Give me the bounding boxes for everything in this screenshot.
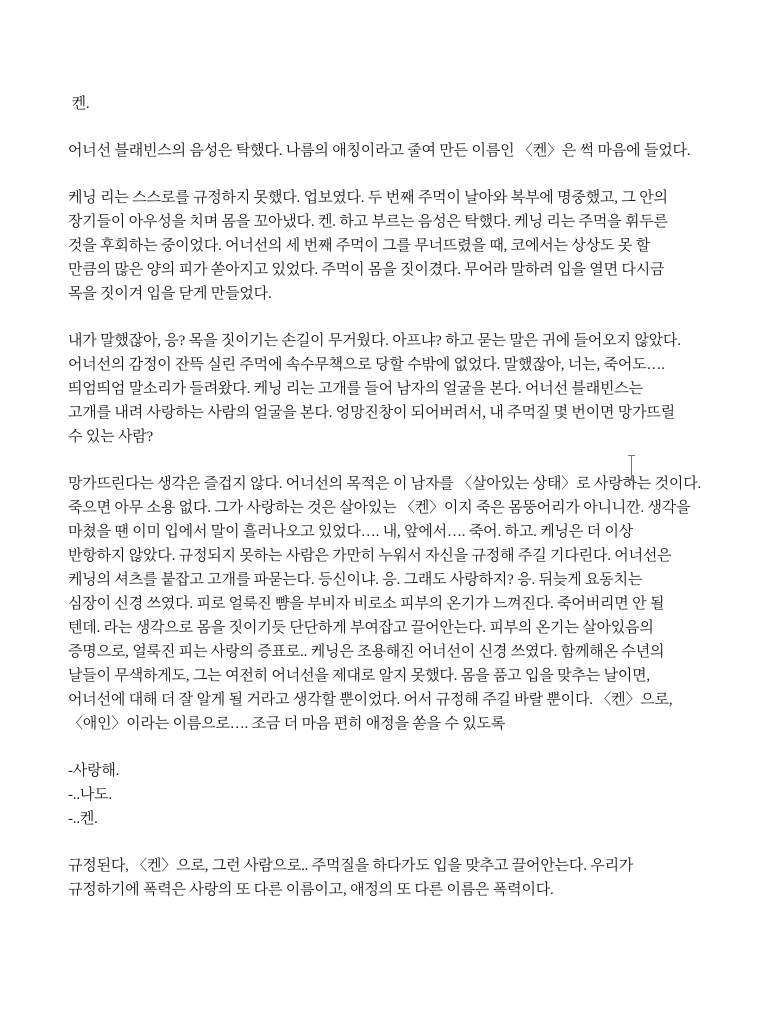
text-line: 수 있는 사람? [68, 429, 154, 445]
dialogue-block [68, 759, 706, 831]
text-line: 만큼의 많은 양의 피가 쏟아지고 있었다. 주먹이 몸을 짓이겼다. 무어라 말하려 입을 열면 다시금 [68, 262, 665, 278]
text-line: 반항하지 않았다. 규정되지 못하는 사람은 가만히 누워서 자신을 규정해 주길 기다린다. 어너선은 [68, 548, 672, 564]
paragraph-narrative-3 [68, 472, 706, 736]
dialogue-line: -..나도. [68, 787, 113, 803]
text-line: 장기들이 아우성을 치며 몸을 꼬아냈다. 켄. 하고 부르는 음성은 탁했다. 케닝 리는 주먹을 휘두른 [68, 214, 668, 230]
text-line: 어너선에 대해 더 잘 알게 될 거라고 생각할 뿐이었다. 어서 규정해 주길 바랄 뿐이다. 〈켄〉으로, [68, 692, 673, 708]
text-line: 날들이 무색하게도, 그는 여전히 어너선을 제대로 알지 못했다. 몸을 품고 입을 맞추는 날이면, [68, 668, 650, 684]
text-line: 고개를 내려 사랑하는 사람의 얼굴을 본다. 엉망진창이 되어버려서, 내 주먹질 몇 번이면 망가뜨릴 [68, 405, 676, 421]
text-line: 어너선의 감정이 잔뜩 실린 주먹에 속수무책으로 당할 수밖에 없었다. 말했잖아, 너는, 죽어도…. [68, 357, 665, 373]
dialogue-line: -사랑해. [68, 763, 120, 779]
text-line: 증명으로, 얼룩진 피는 사랑의 증표로.. 케닝은 조용해진 어너선이 신경 쓰였다. 함께해온 수년의 [68, 644, 665, 660]
paragraph-narrative-1 [68, 186, 706, 306]
paragraph-opening-word [68, 92, 706, 116]
paragraph-closing [68, 854, 706, 902]
text-line: 규정된다, 〈켄〉으로, 그런 사람으로.. 주먹질을 하다가도 입을 맞추고 끌어안는다. 우리가 [68, 858, 634, 874]
paragraph-narrative-2 [68, 329, 706, 449]
text-line: 어너선 블래빈스의 음성은 탁했다. 나름의 애칭이라고 줄여 만든 이름인 〈켄〉은 썩 마음에 들었다. [68, 143, 691, 159]
text-line: 마쳤을 땐 이미 입에서 말이 흘러나오고 있었다…. 내, 앞에서…. 죽어. 하고. 케닝은 더 이상 [68, 524, 634, 540]
text-line: 케닝 리는 스스로를 규정하지 못했다. 업보였다. 두 번째 주먹이 날아와 복부에 명중했고, 그 안의 [68, 190, 668, 206]
text-line: 켄. [68, 96, 90, 112]
text-line: 텐데. 라는 생각으로 몸을 짓이기듯 단단하게 부여잡고 끌어안는다. 피부의 온기는 살아있음의 [68, 620, 654, 636]
text-line: 죽으면 아무 소용 없다. 그가 사랑하는 것은 살아있는 〈켄〉이지 죽은 몸뚱어리가 아니니깐. 생각을 [68, 500, 691, 516]
text-line: 〈애인〉이라는 이름으로…. 조금 더 마음 편히 애정을 쏟을 수 있도록 [68, 716, 506, 732]
text-line: 심장이 신경 쓰였다. 피로 얼룩진 뺨을 부비자 비로소 피부의 온기가 느껴진다. 죽어버리면 안 될 [68, 596, 665, 612]
text-line: 망가뜨린다는 생각은 즐겁지 않다. 어너선의 목적은 이 남자를 〈살아있는 상태〉로 사랑하는 것이다. [68, 476, 702, 492]
text-line: 내가 말했잖아, 응? 목을 짓이기는 손길이 무거웠다. 아프냐? 하고 묻는 말은 귀에 들어오지 않았다. [68, 333, 681, 349]
text-line: 목을 짓이겨 입을 닫게 만들었다. [68, 286, 272, 302]
text-line: 규정하기에 폭력은 사랑의 또 다른 이름이고, 애정의 또 다른 이름은 폭력이다. [68, 882, 554, 898]
text-line: 것을 후회하는 중이었다. 어너선의 세 번째 주먹이 그를 무너뜨렸을 때, 코에서는 상상도 못 할 [68, 238, 650, 254]
paragraph-intro [68, 139, 706, 163]
text-line: 케닝의 셔츠를 붙잡고 고개를 파묻는다. 등신이냐. 응. 그래도 사랑하지? 응. 뒤늦게 요동치는 [68, 572, 643, 588]
text-line: 띄엄띄엄 말소리가 들려왔다. 케닝 리는 고개를 들어 남자의 얼굴을 본다. 어너선 블래빈스는 [68, 381, 643, 397]
dialogue-line: -..켄. [68, 811, 98, 827]
